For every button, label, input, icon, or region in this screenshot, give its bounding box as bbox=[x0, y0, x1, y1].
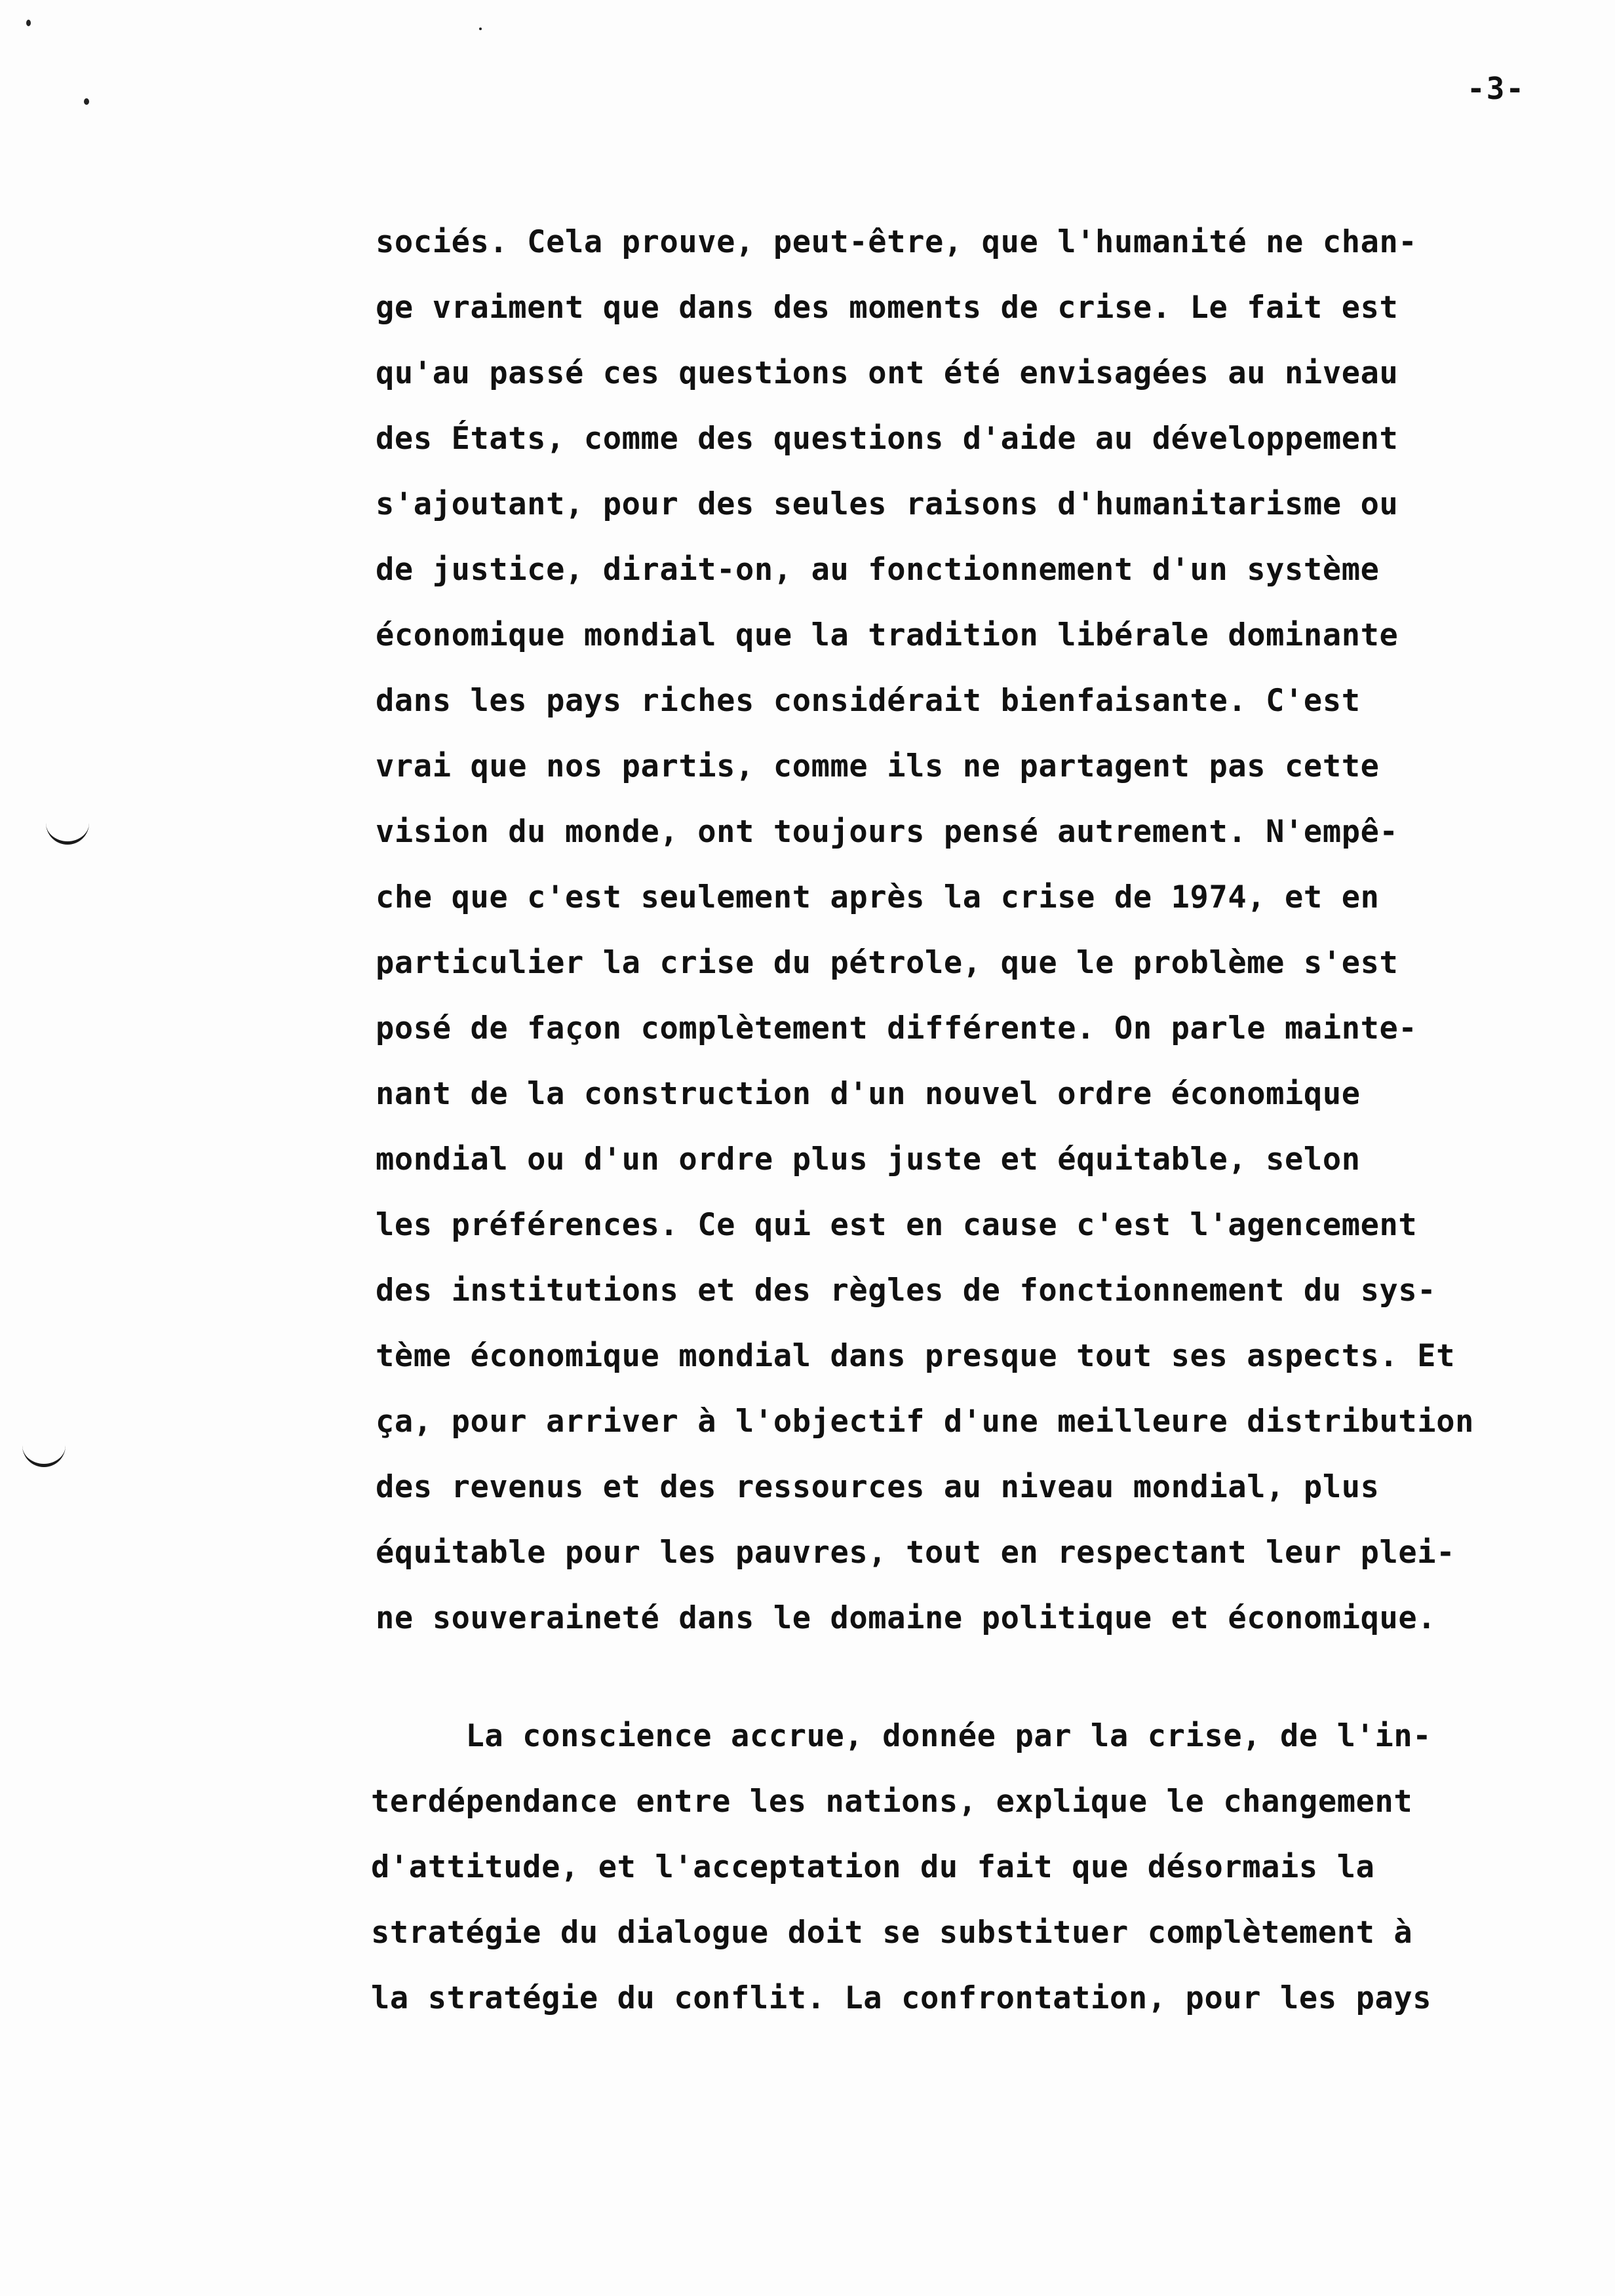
text-line: posé de façon complètement différente. On parle mainte- bbox=[376, 1010, 1418, 1046]
text-line: qu'au passé ces questions ont été envisagées au niveau bbox=[376, 355, 1399, 391]
text-line: terdépendance entre les nations, explique le changement bbox=[371, 1784, 1413, 1820]
text-line: des institutions et des règles de fonctionnement du sys- bbox=[376, 1272, 1437, 1309]
text-line: les préférences. Ce qui est en cause c'est l'agencement bbox=[376, 1207, 1418, 1243]
scan-speck bbox=[479, 28, 482, 30]
text-line: particulier la crise du pétrole, que le problème s'est bbox=[376, 945, 1399, 981]
text-line: tème économique mondial dans presque tout ses aspects. Et bbox=[376, 1338, 1456, 1374]
text-line: La conscience accrue, donnée par la crise, de l'in- bbox=[371, 1718, 1432, 1754]
text-line: vrai que nos partis, comme ils ne partagent pas cette bbox=[376, 748, 1380, 784]
text-line: ça, pour arriver à l'objectif d'une meilleure distribution bbox=[376, 1404, 1474, 1440]
text-line: de justice, dirait-on, au fonctionnement d'un système bbox=[376, 552, 1380, 588]
text-line: mondial ou d'un ordre plus juste et équitable, selon bbox=[376, 1141, 1361, 1177]
text-line: la stratégie du conflit. La confrontation, pour les pays bbox=[371, 1980, 1432, 2016]
text-line: économique mondial que la tradition libérale dominante bbox=[376, 617, 1399, 653]
text-line: vision du monde, ont toujours pensé autrement. N'empê- bbox=[376, 814, 1399, 850]
margin-mark bbox=[22, 1442, 66, 1467]
text-line: des revenus et des ressources au niveau mondial, plus bbox=[376, 1469, 1380, 1505]
scan-speck bbox=[26, 20, 31, 26]
text-line: ne souveraineté dans le domaine politique et économique. bbox=[376, 1600, 1437, 1636]
page-number: -3- bbox=[1467, 71, 1526, 106]
text-line: s'ajoutant, pour des seules raisons d'humanitarisme ou bbox=[376, 486, 1399, 522]
text-line: dans les pays riches considérait bienfaisante. C'est bbox=[376, 683, 1361, 719]
text-line: équitable pour les pauvres, tout en respectant leur plei- bbox=[376, 1535, 1456, 1571]
text-line: sociés. Cela prouve, peut-être, que l'humanité ne chan- bbox=[376, 224, 1418, 260]
scan-speck bbox=[84, 98, 89, 105]
text-line: des États, comme des questions d'aide au développement bbox=[376, 421, 1399, 457]
text-line: stratégie du dialogue doit se substituer complètement à bbox=[371, 1915, 1413, 1951]
text-line: d'attitude, et l'acceptation du fait que désormais la bbox=[371, 1849, 1375, 1885]
text-line: che que c'est seulement après la crise de 1974, et en bbox=[376, 879, 1380, 915]
text-line: nant de la construction d'un nouvel ordre économique bbox=[376, 1076, 1361, 1112]
margin-mark bbox=[46, 819, 89, 845]
text-line: ge vraiment que dans des moments de crise. Le fait est bbox=[376, 290, 1399, 326]
